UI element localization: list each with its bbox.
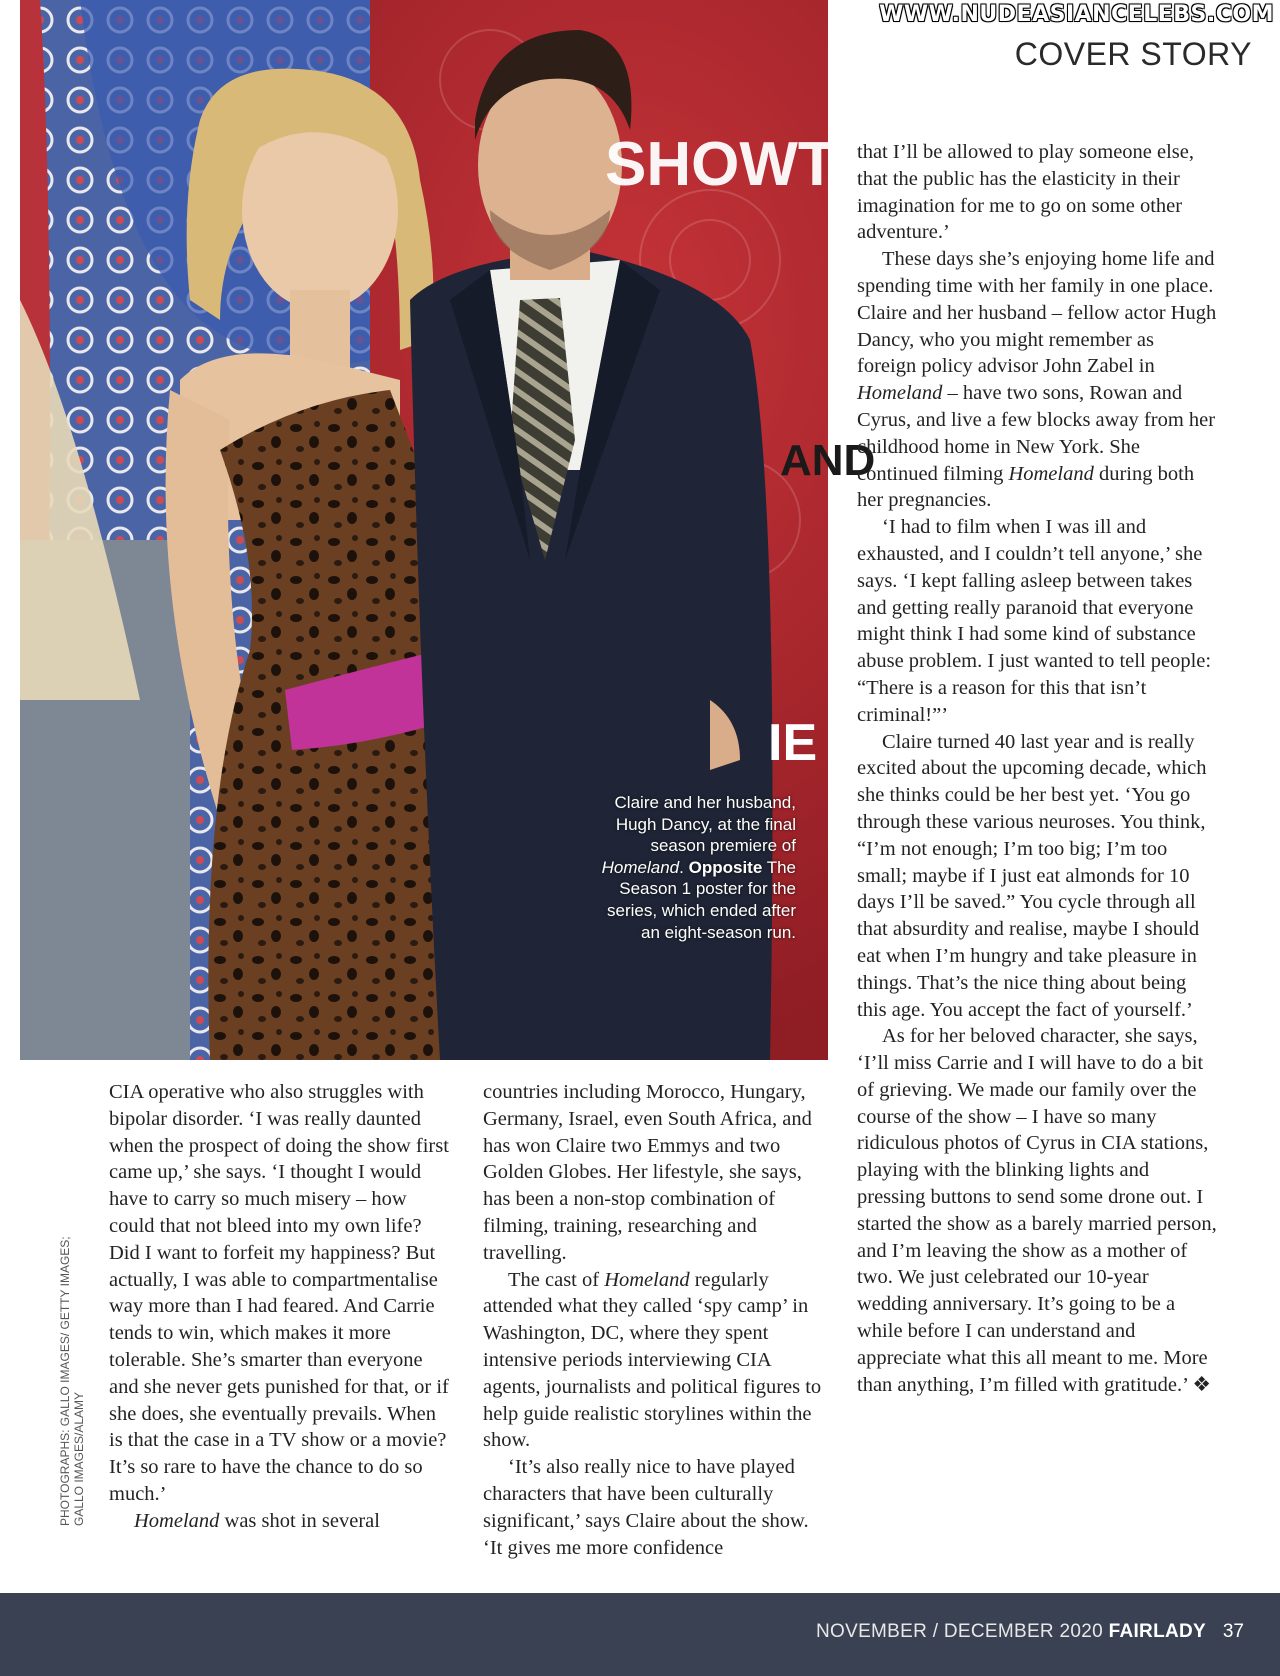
text-column-3	[857, 139, 1217, 1398]
col1-paragraph-2	[109, 1508, 454, 1535]
caption-opposite: Opposite	[688, 857, 763, 877]
section-label: COVER STORY	[1014, 36, 1252, 72]
col2-paragraph-2	[483, 1267, 828, 1455]
caption-rest: The Season 1 poster for the series, which ended after an eight-season run.	[607, 857, 796, 942]
footer-issue	[816, 1621, 1206, 1643]
col1-show-title: Homeland	[134, 1509, 220, 1532]
watermark: WWW.NUDEASIANCELEBS.COM	[879, 2, 1274, 27]
col2-paragraph-3: ‘It’s also really nice to have played characters that have been culturally significant,’ says Claire about the show. ‘It gives me more confidence	[483, 1456, 809, 1559]
col2-p2-a: The cast of	[508, 1268, 605, 1291]
col2-show-title: Homeland	[604, 1268, 690, 1291]
page-footer	[0, 1593, 1280, 1676]
col2-paragraph-1: countries including Morocco, Hungary, Germany, Israel, even South Africa, and has won Claire two Emmys and two Golden Globes. Her lifestyle, she says, has been a non-stop combination of filming, training, researching and travelling.	[483, 1081, 812, 1264]
caption-period: .	[679, 857, 684, 877]
col3-p2-a: These days she’s enjoying home life and spending time with her family in one place. Claire and her husband – fellow actor Hugh Dancy, who you might remember as foreign policy advisor John Zabel in	[857, 248, 1217, 378]
footer-brand: FAIRLADY	[1108, 1621, 1206, 1642]
photo-credit	[58, 1236, 86, 1526]
backdrop-text-and: AND	[780, 436, 876, 485]
col3-p2-b: – have two sons, Rowan and Cyrus, and live a few blocks away from her childhood home in New York. She continued filming	[857, 382, 1216, 485]
photo-caption	[600, 792, 796, 943]
col3-paragraph-3: ‘I had to film when I was ill and exhausted, and I couldn’t tell anyone,’ she says. ‘I kept falling asleep between takes and getting really paranoid that everyone might think I had some kind of substance abuse problem. I just wanted to tell people: “There is a reason for this that isn’t criminal!”’	[857, 516, 1212, 726]
col2-p2-b: regularly attended what they called ‘spy camp’ in Washington, DC, where they spent intensive periods interviewing CIA agents, journalists and political figures to help guide realistic storylines within the show.	[483, 1268, 822, 1452]
page-number: 37	[1222, 1621, 1244, 1642]
col3-show-title-1: Homeland	[857, 382, 943, 405]
col1-paragraph-1: CIA operative who also struggles with bipolar disorder. ‘I was really daunted when the prospect of doing the show first came up,’ she says. ‘I thought I would have to carry so much misery – how could that not bleed into my own life? Did I want to forfeit my happiness? But actually, I was able to compartmentalise way more than I had feared. And Carrie tends to win, which makes it more tolerable. She’s smarter than everyone and she never gets punished for that, or if she does, she eventually prevails. When is that the case in a TV show or a movie? It’s so rare to have the chance to do so much.’	[109, 1081, 449, 1505]
col3-show-title-2: Homeland	[1008, 462, 1094, 485]
caption-text: Claire and her husband, Hugh Dancy, at the final season premiere of	[614, 793, 796, 856]
col3-p2-c: during both her pregnancies.	[857, 462, 1195, 512]
credit-line-2: GALLO IMAGES/ALAMY	[72, 1391, 86, 1526]
col3-paragraph-4: Claire turned 40 last year and is really excited about the upcoming decade, which she thinks could be her best yet. ‘You go through these various neuroses. You think, “I’m not enough; I’m too big; I’m too small; maybe if I just eat almonds for 10 days I’ll be saved.” You cycle through all that absurdity and realise, maybe I should eat when I’m hungry and take pleasure in things. That’s the nice thing about being this age. You accept the fact of yourself.’	[857, 730, 1207, 1021]
caption-show-title: Homeland	[601, 857, 680, 877]
col3-paragraph-5: As for her beloved character, she says, ‘I’ll miss Carrie and I will have to do a bit of grieving. We made our family over the course of the show – I have so many ridiculous photos of Cyrus in CIA stations, playing with the blinking lights and pressing buttons to send some drone out. I started the show as a barely married person, and I’m leaving the show as a mother of two. We just celebrated our 10-year wedding anniversary. It’s going to be a while before I can understand and appreciate what this all meant to me. More than anything, I’m filled with gratitude.’ ❖	[857, 1025, 1217, 1396]
footer-issue-date: NOVEMBER / DECEMBER 2020	[816, 1621, 1109, 1642]
text-column-2	[483, 1079, 828, 1561]
text-column-1	[109, 1079, 454, 1535]
col3-paragraph-1: that I’ll be allowed to play someone else, that the public has the elasticity in their imagination for me to go on some other adventure.’	[857, 141, 1195, 244]
backdrop-logo: SHOWTIME	[605, 130, 946, 199]
col1-p2-text: was shot in several	[219, 1509, 380, 1532]
backdrop-text-ie: IE	[768, 714, 818, 772]
credit-line-1: PHOTOGRAPHS: GALLO IMAGES/ GETTY IMAGES;	[58, 1236, 72, 1526]
col3-paragraph-2	[857, 246, 1217, 514]
